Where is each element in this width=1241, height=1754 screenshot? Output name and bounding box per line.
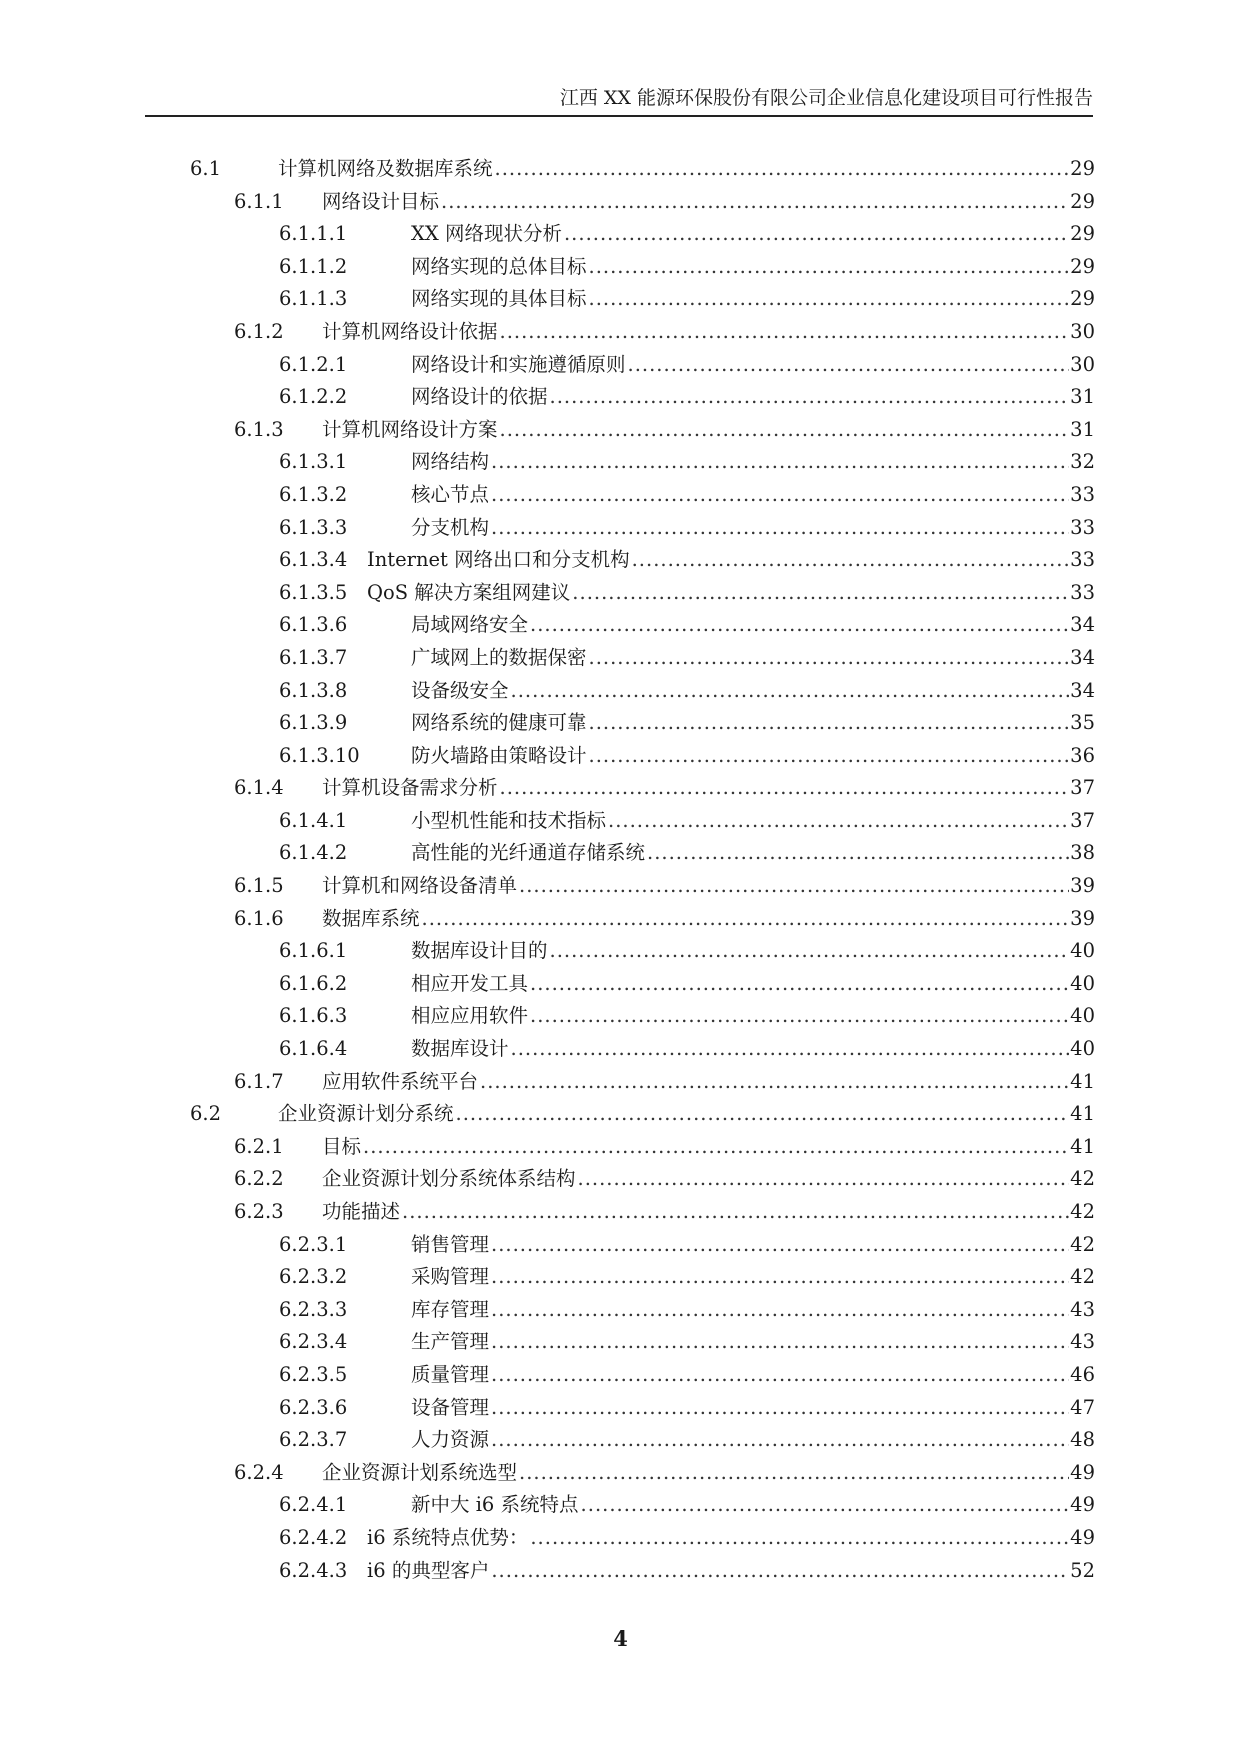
toc-dot-leader xyxy=(491,1294,1069,1327)
toc-entry[interactable] xyxy=(190,153,1095,186)
toc-entry[interactable] xyxy=(190,772,1095,805)
toc-entry-number: 6.2.4.1 xyxy=(279,1493,348,1517)
toc-entry-number: 6.1.3.6 xyxy=(279,613,348,637)
toc-dot-leader xyxy=(550,935,1070,968)
toc-entry-title: 计算机网络设计方案 xyxy=(322,417,498,441)
toc-entry-page: 49 xyxy=(1070,1460,1095,1484)
toc-dot-leader xyxy=(511,675,1070,708)
toc-entry-body xyxy=(367,544,1095,577)
toc-entry-body xyxy=(411,642,1095,675)
toc-entry-page: 38 xyxy=(1070,841,1095,865)
toc-entry-number: 6.1.7 xyxy=(234,1069,284,1093)
toc-entry[interactable] xyxy=(190,381,1095,414)
toc-entry[interactable] xyxy=(190,1457,1095,1490)
toc-dot-leader xyxy=(530,968,1069,1001)
toc-entry-body xyxy=(278,1098,1095,1131)
toc-entry-number: 6.2 xyxy=(190,1102,222,1126)
toc-entry-number: 6.1.3.1 xyxy=(279,450,348,474)
toc-entry-body xyxy=(367,1522,1095,1555)
toc-entry-title: 相应应用软件 xyxy=(411,1004,529,1028)
toc-entry[interactable] xyxy=(190,1359,1095,1392)
toc-dot-leader xyxy=(530,1000,1069,1033)
toc-entry-title: 企业资源计划分系统 xyxy=(278,1102,454,1126)
toc-entry-number: 6.2.3.2 xyxy=(279,1265,348,1289)
toc-entry[interactable] xyxy=(190,512,1095,545)
toc-entry-page: 47 xyxy=(1070,1395,1095,1419)
toc-entry[interactable] xyxy=(190,544,1095,577)
toc-entry-title: 网络实现的总体目标 xyxy=(411,254,587,278)
toc-entry-title: 网络结构 xyxy=(411,450,490,474)
toc-entry[interactable] xyxy=(190,675,1095,708)
toc-entry-title: 防火墙路由策略设计 xyxy=(411,743,587,767)
toc-entry[interactable] xyxy=(190,1196,1095,1229)
toc-entry-page: 40 xyxy=(1070,971,1095,995)
toc-entry-body xyxy=(322,186,1095,219)
toc-entry-body xyxy=(411,1392,1095,1425)
toc-entry[interactable] xyxy=(190,283,1095,316)
page-header: 江西 XX 能源环保股份有限公司企业信息化建设项目可行性报告 xyxy=(559,87,1093,109)
toc-entry[interactable] xyxy=(190,1163,1095,1196)
toc-entry-number: 6.2.3.3 xyxy=(279,1297,348,1321)
toc-entry-number: 6.1 xyxy=(190,157,222,180)
toc-entry[interactable] xyxy=(190,935,1095,968)
toc-entry-number: 6.2.1 xyxy=(234,1134,284,1158)
toc-entry-number: 6.1.2.2 xyxy=(279,385,348,409)
toc-entry[interactable] xyxy=(190,740,1095,773)
toc-entry[interactable] xyxy=(190,1229,1095,1262)
toc-entry-title: 网络系统的健康可靠 xyxy=(411,711,587,735)
toc-entry-number: 6.1.2.1 xyxy=(279,352,348,376)
toc-entry-page: 30 xyxy=(1070,352,1095,376)
toc-entry-page: 29 xyxy=(1070,287,1095,311)
toc-entry-page: 29 xyxy=(1070,254,1095,278)
toc-dot-leader xyxy=(500,772,1070,805)
toc-entry-title: 质量管理 xyxy=(411,1362,490,1386)
toc-dot-leader xyxy=(589,642,1070,675)
toc-entry-page: 34 xyxy=(1070,678,1095,702)
toc-entry-title: 销售管理 xyxy=(411,1232,490,1256)
toc-entry-page: 32 xyxy=(1070,450,1095,474)
toc-entry-title: 目标 xyxy=(322,1134,362,1158)
toc-entry-number: 6.2.2 xyxy=(234,1167,284,1191)
toc-dot-leader xyxy=(441,186,1069,219)
toc-entry-title: 局域网络安全 xyxy=(411,613,529,637)
toc-dot-leader xyxy=(500,414,1070,447)
toc-entry-title: 高性能的光纤通道存储系统 xyxy=(411,841,646,865)
toc-entry-body xyxy=(322,772,1095,805)
toc-entry-page: 30 xyxy=(1070,319,1095,343)
toc-entry-number: 6.2.3.7 xyxy=(279,1428,348,1452)
toc-dot-leader xyxy=(632,544,1070,577)
toc-dot-leader xyxy=(581,1489,1070,1522)
toc-entry-page: 48 xyxy=(1070,1428,1095,1452)
toc-entry-page: 33 xyxy=(1070,482,1095,506)
toc-entry-title: 设备级安全 xyxy=(411,678,509,702)
toc-entry-number: 6.1.3 xyxy=(234,417,284,441)
toc-entry-body xyxy=(411,675,1095,708)
toc-entry-title: 功能描述 xyxy=(322,1200,401,1223)
toc-dot-leader xyxy=(628,349,1070,382)
toc-entry-title: 应用软件系统平台 xyxy=(322,1069,479,1093)
toc-dot-leader xyxy=(491,479,1069,512)
toc-entry-number: 6.2.3.5 xyxy=(279,1362,348,1386)
toc-entry-page: 42 xyxy=(1070,1167,1095,1191)
toc-dot-leader xyxy=(500,316,1070,349)
toc-entry-title: 分支机构 xyxy=(411,515,490,539)
toc-entry-title: 计算机网络设计依据 xyxy=(322,319,498,343)
toc-entry-number: 6.1.3.10 xyxy=(279,743,360,767)
toc-entry-title: 数据库设计 xyxy=(411,1037,509,1061)
toc-dot-leader xyxy=(422,903,1070,936)
toc-dot-leader xyxy=(402,1196,1069,1229)
toc-dot-leader xyxy=(491,1359,1069,1392)
toc-entry[interactable] xyxy=(190,1555,1095,1588)
toc-dot-leader xyxy=(608,805,1069,838)
toc-entry-page: 42 xyxy=(1070,1265,1095,1289)
toc-entry-body xyxy=(411,935,1095,968)
toc-entry-page: 42 xyxy=(1070,1200,1095,1223)
toc-entry-number: 6.1.3.2 xyxy=(279,482,348,506)
toc-dot-leader xyxy=(363,1131,1069,1164)
toc-dot-leader xyxy=(456,1098,1070,1131)
toc-entry-number: 6.1.3.7 xyxy=(279,645,348,669)
toc-entry-title: 数据库系统 xyxy=(322,906,420,930)
toc-entry-page: 52 xyxy=(1070,1558,1095,1582)
toc-entry-page: 29 xyxy=(1070,189,1095,213)
toc-entry-body xyxy=(411,283,1095,316)
toc-entry-title: 设备管理 xyxy=(411,1395,490,1419)
toc-entry-body xyxy=(411,1033,1095,1066)
toc-entry-number: 6.1.3.8 xyxy=(279,678,348,702)
toc-entry[interactable] xyxy=(190,1261,1095,1294)
toc-entry-page: 37 xyxy=(1070,776,1095,800)
toc-entry-body xyxy=(411,1000,1095,1033)
toc-dot-leader xyxy=(572,577,1069,610)
toc-entry-body xyxy=(411,479,1095,512)
toc-entry-body xyxy=(411,805,1095,838)
toc-entry-page: 31 xyxy=(1070,417,1095,441)
toc-entry-number: 6.1.3.4 xyxy=(279,548,348,572)
toc-entry[interactable] xyxy=(190,903,1095,936)
toc-entry-number: 6.2.3.1 xyxy=(279,1232,348,1256)
toc-entry[interactable] xyxy=(190,1131,1095,1164)
toc-dot-leader xyxy=(491,1261,1069,1294)
toc-entry-number: 6.1.1.1 xyxy=(279,222,348,246)
toc-entry-page: 35 xyxy=(1070,711,1095,735)
toc-dot-leader xyxy=(519,870,1069,903)
toc-entry-page: 33 xyxy=(1070,548,1095,572)
toc-entry-page: 43 xyxy=(1070,1297,1095,1321)
toc-dot-leader xyxy=(491,446,1069,479)
toc-entry[interactable] xyxy=(190,837,1095,870)
toc-dot-leader xyxy=(578,1163,1070,1196)
toc-entry-body xyxy=(322,1066,1095,1099)
toc-entry-title: 企业资源计划分系统体系结构 xyxy=(322,1167,576,1191)
toc-entry-number: 6.1.3.5 xyxy=(279,580,348,604)
toc-entry[interactable] xyxy=(190,707,1095,740)
toc-entry-body xyxy=(322,316,1095,349)
toc-entry-title: 网络设计的依据 xyxy=(411,385,548,409)
toc-entry[interactable] xyxy=(190,218,1095,251)
toc-entry-number: 6.1.4.2 xyxy=(279,841,348,865)
toc-entry-page: 46 xyxy=(1070,1362,1095,1386)
toc-entry[interactable] xyxy=(190,1033,1095,1066)
toc-entry[interactable] xyxy=(190,1098,1095,1131)
toc-entry-body xyxy=(411,512,1095,545)
toc-entry-body xyxy=(322,1131,1095,1164)
toc-entry-number: 6.1.1 xyxy=(234,189,284,213)
toc-entry-title: 网络设计和实施遵循原则 xyxy=(411,352,626,376)
toc-dot-leader xyxy=(491,1392,1069,1425)
toc-entry-page: 41 xyxy=(1070,1134,1095,1158)
toc-dot-leader xyxy=(491,512,1069,545)
toc-entry-title: 采购管理 xyxy=(411,1265,490,1289)
toc-entry[interactable] xyxy=(190,805,1095,838)
toc-entry[interactable] xyxy=(190,577,1095,610)
toc-entry-title: 核心节点 xyxy=(411,482,490,506)
toc-entry-page: 40 xyxy=(1070,1037,1095,1061)
toc-entry-page: 36 xyxy=(1070,743,1095,767)
toc-entry-body xyxy=(411,1359,1095,1392)
toc-entry-body xyxy=(322,870,1095,903)
toc-entry[interactable] xyxy=(190,414,1095,447)
toc-entry-page: 43 xyxy=(1070,1330,1095,1354)
toc-entry-number: 6.1.3.3 xyxy=(279,515,348,539)
toc-entry-title: XX 网络现状分析 xyxy=(411,222,562,246)
toc-entry[interactable] xyxy=(190,251,1095,284)
toc-entry-number: 6.2.4 xyxy=(234,1460,284,1484)
toc-entry-title: 人力资源 xyxy=(411,1428,490,1452)
toc-dot-leader xyxy=(550,381,1070,414)
toc-entry-page: 29 xyxy=(1070,157,1095,180)
toc-entry-page: 34 xyxy=(1070,613,1095,637)
toc-dot-leader xyxy=(530,1522,1069,1555)
toc-entry-page: 49 xyxy=(1070,1525,1095,1549)
toc-entry-title: 计算机网络及数据库系统 xyxy=(278,157,493,180)
toc-entry-body xyxy=(411,609,1095,642)
toc-entry-page: 33 xyxy=(1070,515,1095,539)
toc-entry-body xyxy=(411,837,1095,870)
toc-entry[interactable] xyxy=(190,1326,1095,1359)
toc-entry-body xyxy=(278,153,1095,186)
toc-entry-title: Internet 网络出口和分支机构 xyxy=(367,548,630,572)
toc-entry-body xyxy=(367,1555,1095,1588)
toc-entry-body xyxy=(411,1294,1095,1327)
toc-entry-page: 39 xyxy=(1070,874,1095,898)
toc-entry-page: 29 xyxy=(1070,222,1095,246)
toc-entry-page: 40 xyxy=(1070,939,1095,963)
toc-entry[interactable] xyxy=(190,1392,1095,1425)
toc-entry-title: 新中大 i6 系统特点 xyxy=(411,1493,579,1517)
toc-entry-title: 广域网上的数据保密 xyxy=(411,645,587,669)
toc-entry-page: 33 xyxy=(1070,580,1095,604)
toc-dot-leader xyxy=(491,1326,1069,1359)
toc-entry-body xyxy=(411,1326,1095,1359)
toc-dot-leader xyxy=(491,1229,1069,1262)
toc-dot-leader xyxy=(495,153,1070,186)
toc-entry-body xyxy=(322,903,1095,936)
toc-dot-leader xyxy=(564,218,1069,251)
toc-entry-title: i6 的典型客户 xyxy=(367,1558,490,1582)
toc-dot-leader xyxy=(589,740,1070,773)
toc-entry-title: 数据库设计目的 xyxy=(411,939,548,963)
toc-entry-body xyxy=(411,446,1095,479)
toc-entry-number: 6.1.6.3 xyxy=(279,1004,348,1028)
toc-entry[interactable] xyxy=(190,1522,1095,1555)
toc-dot-leader xyxy=(491,1555,1069,1588)
toc-entry-body xyxy=(411,968,1095,1001)
toc-entry-number: 6.1.6.4 xyxy=(279,1037,348,1061)
toc-entry-body xyxy=(411,218,1095,251)
toc-entry-page: 49 xyxy=(1070,1493,1095,1517)
toc-entry-title: i6 系统特点优势： xyxy=(367,1525,529,1549)
toc-entry-title: 计算机和网络设备清单 xyxy=(322,874,518,898)
toc-entry-page: 31 xyxy=(1070,385,1095,409)
toc-entry-number: 6.2.3.4 xyxy=(279,1330,348,1354)
toc-entry-number: 6.2.3 xyxy=(234,1200,284,1223)
toc-entry[interactable] xyxy=(190,609,1095,642)
toc-entry-title: 生产管理 xyxy=(411,1330,490,1354)
toc-entry-body xyxy=(411,1229,1095,1262)
toc-entry[interactable] xyxy=(190,870,1095,903)
toc-entry-number: 6.1.5 xyxy=(234,874,284,898)
toc-entry[interactable] xyxy=(190,1294,1095,1327)
toc-entry-number: 6.2.4.3 xyxy=(279,1558,348,1582)
toc-entry-title: QoS 解决方案组网建议 xyxy=(367,580,571,604)
toc-entry-page: 40 xyxy=(1070,1004,1095,1028)
toc-entry-page: 37 xyxy=(1070,808,1095,832)
toc-entry-number: 6.1.6.1 xyxy=(279,939,348,963)
toc-entry-body xyxy=(322,414,1095,447)
toc-entry-title: 小型机性能和技术指标 xyxy=(411,808,607,832)
toc-entry-number: 6.1.4 xyxy=(234,776,284,800)
toc-dot-leader xyxy=(589,707,1070,740)
toc-entry-page: 42 xyxy=(1070,1232,1095,1256)
toc-entry-title: 企业资源计划系统选型 xyxy=(322,1460,518,1484)
toc-entry-number: 6.1.2 xyxy=(234,319,284,343)
toc-entry-number: 6.1.4.1 xyxy=(279,808,348,832)
toc-dot-leader xyxy=(519,1457,1069,1490)
toc-entry[interactable] xyxy=(190,1066,1095,1099)
toc-entry-page: 39 xyxy=(1070,906,1095,930)
toc-dot-leader xyxy=(530,609,1069,642)
toc-entry-number: 6.1.6 xyxy=(234,906,284,930)
toc-entry[interactable] xyxy=(190,186,1095,219)
toc-entry-number: 6.1.3.9 xyxy=(279,711,348,735)
toc-entry[interactable] xyxy=(190,1489,1095,1522)
toc-entry[interactable] xyxy=(190,446,1095,479)
toc-entry-body xyxy=(411,1424,1095,1457)
toc-entry-title: 计算机设备需求分析 xyxy=(322,776,498,800)
toc-entry[interactable] xyxy=(190,1000,1095,1033)
toc-entry-body xyxy=(411,1489,1095,1522)
toc-entry-body xyxy=(411,1261,1095,1294)
toc-entry-body xyxy=(411,251,1095,284)
toc-entry-body xyxy=(322,1163,1095,1196)
toc-dot-leader xyxy=(511,1033,1070,1066)
toc-dot-leader xyxy=(589,251,1070,284)
toc-entry[interactable] xyxy=(190,316,1095,349)
toc-dot-leader xyxy=(491,1424,1069,1457)
toc-dot-leader xyxy=(480,1066,1069,1099)
toc-entry-number: 6.1.1.3 xyxy=(279,287,348,311)
toc-entry-title: 网络设计目标 xyxy=(322,189,440,213)
toc-entry[interactable] xyxy=(190,642,1095,675)
table-of-contents xyxy=(190,153,1095,1587)
header-rule xyxy=(145,115,1093,117)
toc-entry-page: 41 xyxy=(1070,1102,1095,1126)
toc-entry[interactable] xyxy=(190,349,1095,382)
toc-entry[interactable] xyxy=(190,1424,1095,1457)
toc-entry[interactable] xyxy=(190,479,1095,512)
toc-entry-body xyxy=(411,349,1095,382)
toc-entry-title: 库存管理 xyxy=(411,1297,490,1321)
toc-dot-leader xyxy=(647,837,1069,870)
toc-dot-leader xyxy=(589,283,1070,316)
toc-entry-body xyxy=(411,740,1095,773)
toc-entry-number: 6.2.4.2 xyxy=(279,1525,348,1549)
toc-entry-number: 6.1.1.2 xyxy=(279,254,348,278)
toc-entry-page: 41 xyxy=(1070,1069,1095,1093)
toc-entry-body xyxy=(411,381,1095,414)
toc-entry-number: 6.1.6.2 xyxy=(279,971,348,995)
toc-entry-number: 6.2.3.6 xyxy=(279,1395,348,1419)
toc-entry-body xyxy=(411,707,1095,740)
toc-entry[interactable] xyxy=(190,968,1095,1001)
toc-entry-body xyxy=(322,1196,1095,1229)
toc-entry-body xyxy=(367,577,1095,610)
toc-entry-body xyxy=(322,1457,1095,1490)
toc-entry-title: 网络实现的具体目标 xyxy=(411,287,587,311)
page-number: 4 xyxy=(613,1626,628,1651)
toc-entry-title: 相应开发工具 xyxy=(411,971,529,995)
toc-entry-page: 34 xyxy=(1070,645,1095,669)
